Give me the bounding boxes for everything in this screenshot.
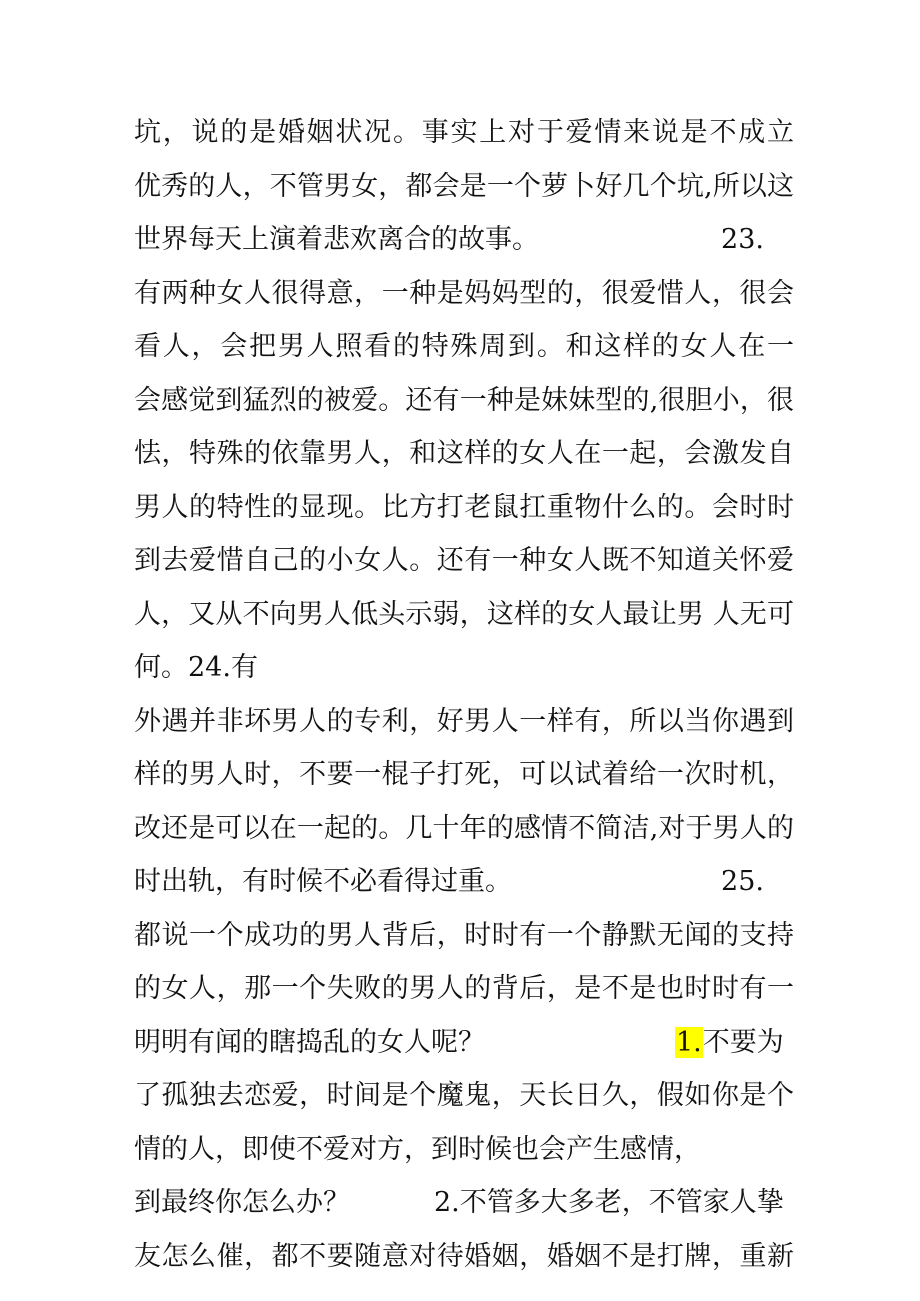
text-line: 坑，说的是婚姻状况。事实上对于爱情来说是不成立 bbox=[134, 117, 794, 148]
text-line: 样的男人时，不要一棍子打死，可以试着给一次时机， bbox=[134, 759, 794, 790]
text-line bbox=[134, 1016, 794, 1070]
text-line bbox=[134, 1176, 794, 1230]
text-line: 何。24.有 bbox=[134, 652, 258, 683]
text-line: 怯，特殊的依靠男人，和这样的女人在一起，会激发自 bbox=[134, 438, 794, 469]
text-line: 人，又从不向男人低头示弱，这样的女人最让男 人无可 bbox=[134, 598, 794, 630]
line-text: 2.不管多大多老，不管家人挚 bbox=[434, 1187, 784, 1218]
line-text: 时出轨，有时候不必看得过重。 bbox=[134, 866, 512, 897]
item-number: 25. bbox=[721, 866, 764, 897]
body-text bbox=[134, 106, 794, 1283]
text-line bbox=[134, 213, 794, 267]
text-line: 到去爱惜自己的小女人。还有一种女人既不知道关怀爱 bbox=[134, 545, 794, 576]
text-line: 都说一个成功的男人背后，时时有一个静默无闻的支持 bbox=[134, 919, 794, 951]
text-line: 有两种女人很得意，一种是妈妈型的，很爱惜人，很会 bbox=[134, 277, 794, 309]
line-text: 到最终你怎么办？ bbox=[134, 1187, 350, 1218]
text-line: 会感觉到猛烈的被爱。还有一种是妹妹型的,很胆小，很 bbox=[134, 384, 794, 416]
text-line: 的女人，那一个失败的男人的背后，是不是也时时有一 bbox=[134, 973, 794, 1004]
text-line: 友怎么催，都不要随意对待婚姻，婚姻不是打牌，重新 bbox=[134, 1240, 794, 1272]
highlighted-number: 1. bbox=[676, 1026, 702, 1058]
line-text: 不要为 bbox=[702, 1026, 784, 1058]
text-line bbox=[134, 855, 794, 909]
item-number: 23. bbox=[721, 224, 764, 255]
text-line: 看人，会把男人照看的特殊周到。和这样的女人在一 bbox=[134, 331, 794, 362]
line-text: 世界每天上演着悲欢离合的故事。 bbox=[134, 224, 539, 255]
text-line: 改还是可以在一起的。几十年的感情不简洁,对于男人的 bbox=[134, 812, 794, 844]
text-line: 了孤独去恋爱，时间是个魔鬼，天长日久，假如你是个 bbox=[134, 1080, 794, 1111]
text-line: 优秀的人，不管男女，都会是一个萝卜好几个坑,所以这 bbox=[134, 170, 794, 202]
line-text: 明明有闻的瞎捣乱的女人呢？ bbox=[134, 1026, 485, 1058]
text-line: 男人的特性的显现。比方打老鼠扛重物什么的。会时时 bbox=[134, 491, 794, 523]
text-line: 情的人，即使不爱对方，到时候也会产生感情， bbox=[134, 1133, 701, 1165]
text-line: 外遇并非坏男人的专利，好男人一样有，所以当你遇到 bbox=[134, 705, 794, 737]
